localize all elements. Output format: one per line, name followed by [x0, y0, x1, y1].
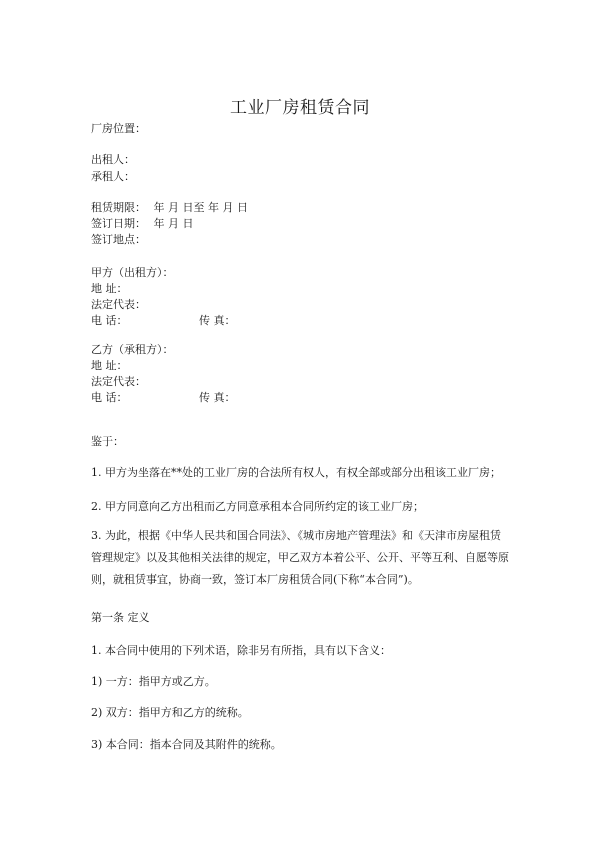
party-b-heading: 乙方（承租方）： [91, 343, 174, 356]
clause-2: 2. 甲方同意向乙方出租而乙方同意承租本合同所约定的该工业厂房； [91, 500, 424, 513]
lessor-label: 出租人： [91, 153, 135, 166]
lease-period-value: 年 月 日至 年 月 日 [153, 201, 248, 214]
party-b-rep: 法定代表： [91, 375, 146, 388]
whereas-heading: 鉴于： [91, 435, 124, 448]
clause-1: 1. 甲方为坐落在**处的工业厂房的合法所有权人，有权全部或部分出租该工业厂房； [91, 466, 501, 479]
lease-period-line [91, 201, 248, 215]
party-a-phone: 电 话： [91, 314, 128, 327]
party-b-address: 地 址： [91, 359, 128, 372]
party-a-rep: 法定代表： [91, 298, 146, 311]
party-b-phone: 电 话： [91, 391, 128, 404]
document-title: 工业厂房租赁合同 [230, 98, 370, 118]
definition-2: 2) 双方：指甲方和乙方的统称。 [91, 706, 249, 719]
party-a-address: 地 址： [91, 282, 128, 295]
article-1-heading: 第一条 定义 [91, 611, 150, 624]
party-b-fax: 传 真： [199, 391, 236, 404]
party-a-fax: 传 真： [199, 314, 236, 327]
clause-3: 3. 为此，根据《中华人民共和国合同法》、《城市房地产管理法》和《天津市房屋租赁管理规定》以及其他相关法律的规定，甲乙双方本着公平、公开、平等互利、自愿等原则，就租赁事宜，协商一致，签订本厂房租赁合同(下称“本合同”)。 [91, 529, 509, 586]
party-a-heading: 甲方（出租方）： [91, 266, 174, 279]
factory-location-label: 厂房位置： [91, 122, 146, 135]
sign-date-line [91, 217, 194, 231]
sign-place-label: 签订地点： [91, 233, 146, 246]
lease-period-label: 租赁期限： [91, 201, 146, 214]
definition-1: 1) 一方：指甲方或乙方。 [91, 675, 216, 688]
definitions-intro: 1. 本合同中使用的下列术语，除非另有所指，具有以下含义： [91, 644, 391, 657]
sign-date-value: 年 月 日 [153, 217, 194, 230]
definition-3: 3) 本合同：指本合同及其附件的统称。 [91, 738, 282, 751]
lessee-label: 承租人： [91, 170, 135, 183]
sign-date-label: 签订日期： [91, 217, 146, 230]
